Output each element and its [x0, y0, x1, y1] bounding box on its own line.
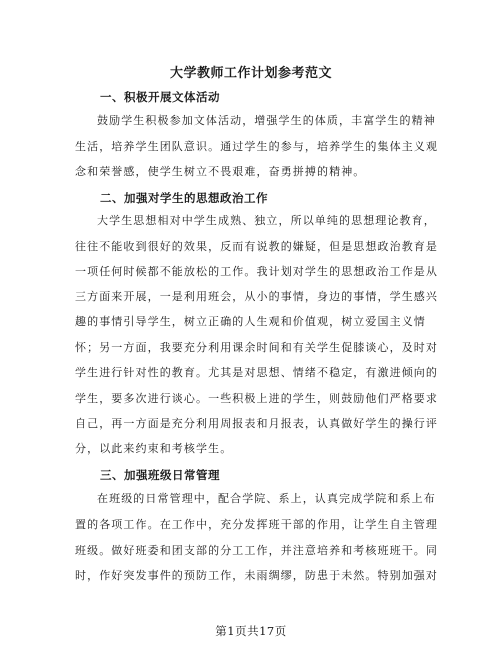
paragraph-line: 大学生思想相对中学生成熟、独立，所以单纯的思想理论教育，	[97, 214, 436, 227]
paragraph-line: 一项任何时候都不能放松的工作。我计划对学生的思想政治工作是从	[75, 265, 438, 278]
paragraph-line: 往往不能收到很好的效果，反而有说教的嫌疑，但是思想政治教育是	[75, 240, 438, 253]
paragraph-line: 置的各项工作。在工作中，充分发挥班干部的作用，让学生自主管理	[75, 518, 438, 531]
section-heading: 三、加强班级日常管理	[100, 468, 220, 482]
paragraph-line: 怀；另一方面，我要充分利用课余时间和有关学生促膝谈心，及时对	[75, 341, 438, 354]
paragraph-line: 分，以此来约束和考核学生。	[75, 442, 233, 455]
page-number: 第1页共17页	[215, 624, 287, 638]
paragraph-line: 学生进行针对性的教育。尤其是对思想、情绪不稳定，有激进倾向的	[75, 366, 438, 379]
paragraph-line: 鼓励学生积极参加文体活动，增强学生的体质，丰富学生的精神	[97, 114, 436, 127]
paragraph-line: 自己，再一方面是充分利用周报表和月报表，认真做好学生的操行评	[75, 417, 438, 430]
paragraph-line: 学生，要多次进行谈心。一些积极上进的学生，则鼓励他们严格要求	[75, 392, 438, 405]
paragraph-line: 趣的事情引导学生，树立正确的人生观和价值观，树立爱国主义情	[75, 315, 426, 328]
paragraph-line: 在班级的日常管理中，配合学院、系上，认真完成学院和系上布	[97, 492, 436, 505]
paragraph-line: 班级。做好班委和团支部的分工工作，并注意培养和考核班班干。同	[75, 544, 438, 557]
document-title: 大学教师工作计划参考范文	[169, 66, 332, 81]
section-heading: 二、加强对学生的思想政治工作	[100, 191, 268, 205]
paragraph-line: 念和荣誉感，使学生树立不畏艰难，奋勇拼搏的精神。	[75, 165, 366, 178]
paragraph-line: 三方面来开展，一是利用班会，从小的事情，身边的事情，学生感兴	[75, 290, 438, 303]
paragraph-line: 时，作好突发事件的预防工作，未雨绸缪，防患于未然。特别加强对	[75, 569, 438, 582]
section-heading: 一、积极开展文体活动	[100, 90, 220, 104]
paragraph-line: 生活，培养学生团队意识。通过学生的参与，培养学生的集体主义观	[75, 140, 438, 153]
